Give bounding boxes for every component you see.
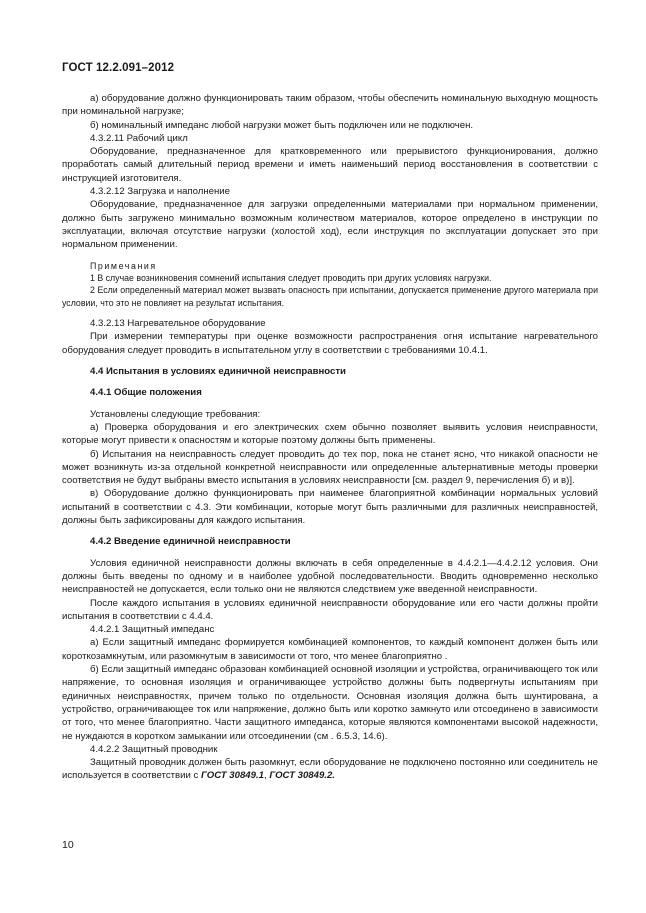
paragraph-requirement-b: б) Испытания на неисправность следует проводить до тех пор, пока не станет ясно, что никакой опасности не может возникнуть из-за отдельной конкретной неисправности или определенные альтернативные методы проверки соответствия не будут выбраны вместо испытания в условиях неисправности [см. раздел 9, перечисления б) и в)]. [62, 448, 598, 487]
clause-4-3-2-13-heading: 4.3.2.13 Нагревательное оборудование [90, 318, 266, 330]
paragraph-requirement-a: а) Проверка оборудования и его электрических схем обычно позволяет выявить условия неисправности, которые могут привести к опасностям и которые поэтому должны быть применены. [62, 421, 598, 447]
standard-reference-2: ГОСТ 30849.2. [269, 770, 335, 782]
paragraph-impedance-a: а) Если защитный импеданс формируется комбинацией компонентов, то каждый компонент должен быть или короткозамкнутым, или разомкнутым в зависимости от того, что менее благоприятно . [62, 637, 598, 662]
paragraph-heating-equipment: При измерении температуры при оценке возможности распространения огня испытание нагревательного оборудования следует проводить в испытательном углу в соответствии с требованиями 10.4.1. [62, 331, 598, 356]
paragraph-protective-conductor [62, 756, 598, 783]
clause-4-3-2-12-heading: 4.3.2.12 Загрузка и наполнение [90, 186, 231, 198]
clause-4-4-2-1-heading: 4.4.2.1 Защитный импеданс [90, 624, 215, 636]
paragraph-impedance-b: б) Если защитный импеданс образован комбинацией основной изоляции и устройства, ограничивающего ток или напряжение, то основная изоляция и ограничивающее устройство должны быть подвергнуты испытаниям при единичных неисправностях, причем только по отдельности. Основная изоляция должна быть шунтирована, а устройство, ограничивающее ток или напряжение, должно быть или коротко замкнуто или отсоединено в зависимости от того, что менее благоприятно. Части защитного импеданса, которые являются компонентами высокой надежности, не нуждаются в коротком замыкании или отсоединении (см . 6.5.3, 14.6). [62, 664, 598, 742]
page-number: 10 [62, 839, 74, 851]
paragraph-list-a: а) оборудование должно функционировать таким образом, чтобы обеспечить номинальную выходную мощность при номинальной нагрузке; [62, 93, 598, 118]
section-4-4-1-heading: 4.4.1 Общие положения [90, 387, 202, 399]
clause-4-4-2-2-heading: 4.4.2.2 Защитный проводник [90, 743, 218, 755]
section-4-4-2-heading: 4.4.2 Введение единичной неисправности [90, 536, 291, 548]
reference-separator: , [263, 770, 270, 782]
protective-conductor-text: Защитный проводник должен быть разомкнут, если оборудование не подключено постоянно или соединитель не используется в соответствии с [62, 757, 598, 782]
paragraph-list-b: б) номинальный импеданс любой нагрузки может быть подключен или не подключен. [90, 119, 474, 131]
paragraph-after-each-test: После каждого испытания в условиях единичной неисправности оборудование или его части должны пройти испытания в соответствии с 4.4.4. [62, 597, 598, 622]
notes-label: Примечания [90, 260, 157, 271]
paragraph-loading: Оборудование, предназначенное для загрузки определенными материалами при нормальном применении, должно быть загружено минимально возможным количеством материалов, которое определено в инструкции по эксплуатации, включая отсутствие нагрузки (холостой ход), если инструкция по эксплуатации допускает это при нормальном применении. [62, 199, 598, 251]
note-1: 1 В случае возникновения сомнений испытания следует проводить при других условиях нагрузки. [90, 272, 492, 283]
document-header: ГОСТ 12.2.091–2012 [62, 62, 175, 74]
paragraph-single-fault-conditions: Условия единичной неисправности должны включать в себя определенные в 4.4.2.1—4.4.2.12 условия. Они должны быть введены по одному и в наиболее удобной последовательности. Вводить одновременно несколько неисправностей не допускается, если только они не являются следствием уже введенной неисправности. [62, 557, 598, 596]
standard-reference-1: ГОСТ 30849.1 [200, 770, 264, 782]
paragraph-requirement-c: в) Оборудование должно функционировать при наименее благоприятной комбинации нормальных условий испытаний в соответствии с 4.3. Эти комбинации, которые могут быть различными для различных неисправностей, должны быть зафиксированы для каждого испытания. [62, 488, 598, 527]
paragraph-working-cycle: Оборудование, предназначенное для кратковременного или прерывистого функционирования, должно проработать самый длительный период времени и иметь наименьший период восстановления в соответствии с инструкцией изготовителя. [62, 146, 598, 184]
page-body [62, 92, 598, 783]
notes-block [62, 260, 598, 310]
clause-4-3-2-11-heading: 4.3.2.11 Рабочий цикл [90, 132, 188, 144]
paragraph-requirements-intro: Установлены следующие требования: [90, 408, 261, 420]
note-2: 2 Если определенный материал может вызвать опасность при испытании, допускается применение другого материала при условии, что это не повлияет на результат испытания. [62, 285, 598, 308]
section-4-4-heading: 4.4 Испытания в условиях единичной неисправности [90, 366, 346, 378]
